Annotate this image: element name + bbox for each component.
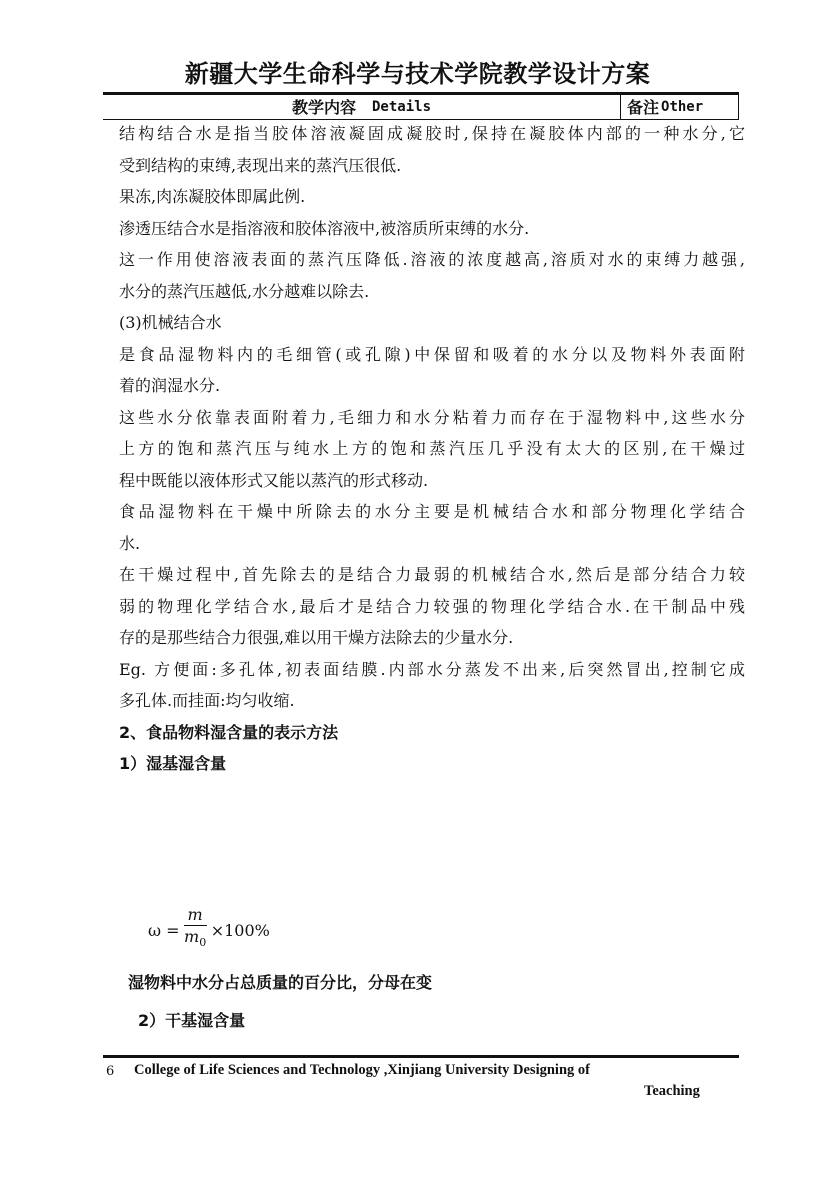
header-content-label: 教学内容 bbox=[291, 97, 356, 117]
text-line: 渗透压结合水是指溶液和胶体溶液中,被溶质所束缚的水分. bbox=[119, 218, 530, 238]
text-line: 果冻,肉冻凝胶体即属此例. bbox=[119, 187, 306, 206]
text-line: 程中既能以液体形式又能以蒸汽的形式移动. bbox=[119, 470, 429, 490]
sub-heading-dry-basis: 2）干基湿含量 bbox=[138, 1011, 246, 1030]
footer-text-line2: Teaching bbox=[644, 1083, 700, 1099]
header-table bbox=[103, 92, 739, 120]
text-line: 受到结构的束缚,表现出来的蒸汽压很低. bbox=[119, 155, 402, 175]
text-line: 是食品湿物料内的毛细管(或孔隙)中保留和吸着的水分以及物料外表面附 bbox=[119, 344, 745, 364]
text-line: 这些水分依靠表面附着力,毛细力和水分粘着力而存在于湿物料中,这些水分 bbox=[119, 407, 745, 427]
formula-denominator-sub: 0 bbox=[199, 936, 207, 950]
header-note-label-en: Other bbox=[661, 98, 704, 115]
text-line: 水. bbox=[119, 533, 141, 553]
header-note-cell bbox=[621, 95, 739, 119]
text-line: 这一作用使溶液表面的蒸汽压降低.溶液的浓度越高,溶质对水的束缚力越强, bbox=[119, 250, 745, 269]
sub-heading-wet-basis: 1）湿基湿含量 bbox=[119, 754, 227, 773]
header-content-cell bbox=[103, 95, 621, 119]
text-line: 水分的蒸汽压越低,水分越难以除去. bbox=[119, 281, 370, 301]
footer-text-line1: College of Life Sciences and Technology ,Xinjiang University Designing of bbox=[134, 1062, 590, 1078]
text-line: (3)机械结合水 bbox=[119, 313, 222, 332]
page-number: 6 bbox=[106, 1064, 115, 1079]
formula-denominator: $m_0$ bbox=[184, 927, 207, 950]
formula-fraction bbox=[184, 905, 207, 954]
moisture-formula bbox=[148, 905, 270, 955]
wet-basis-note: 湿物料中水分占总质量的百分比，分母在变 bbox=[128, 973, 433, 992]
text-line: 弱的物理化学结合水,最后才是结合力较强的物理化学结合水.在干制品中残 bbox=[119, 596, 745, 616]
formula-lhs: ω = bbox=[148, 920, 180, 940]
text-line: 上方的饱和蒸汽压与纯水上方的饱和蒸汽压几乎没有太大的区别,在干燥过 bbox=[119, 439, 745, 458]
formula-rhs: ×100% bbox=[210, 920, 270, 940]
text-line: 在干燥过程中,首先除去的是结合力最弱的机械结合水,然后是部分结合力较 bbox=[119, 565, 745, 584]
header-content-label-en: Details bbox=[372, 98, 432, 115]
text-line: 结构结合水是指当胶体溶液凝固成凝胶时,保持在凝胶体内部的一种水分,它 bbox=[119, 124, 745, 143]
text-line: Eg. 方便面:多孔体,初表面结膜.内部水分蒸发不出来,后突然冒出,控制它成 bbox=[119, 659, 745, 679]
text-line: 食品湿物料在干燥中所除去的水分主要是机械结合水和部分物理化学结合 bbox=[119, 502, 745, 521]
text-line: 着的润湿水分. bbox=[119, 376, 221, 395]
text-line: 多孔体.而挂面:均匀收缩. bbox=[119, 691, 295, 710]
body-text bbox=[119, 118, 745, 780]
section-heading: 2、食品物料湿含量的表示方法 bbox=[119, 722, 339, 742]
formula-numerator: m bbox=[184, 905, 207, 926]
page-title: 新疆大学生命科学与技术学院教学设计方案 bbox=[184, 60, 651, 88]
footer-rule bbox=[103, 1055, 739, 1058]
header-note-label: 备注 bbox=[627, 97, 660, 117]
text-line: 存的是那些结合力很强,难以用干燥方法除去的少量水分. bbox=[119, 628, 514, 647]
